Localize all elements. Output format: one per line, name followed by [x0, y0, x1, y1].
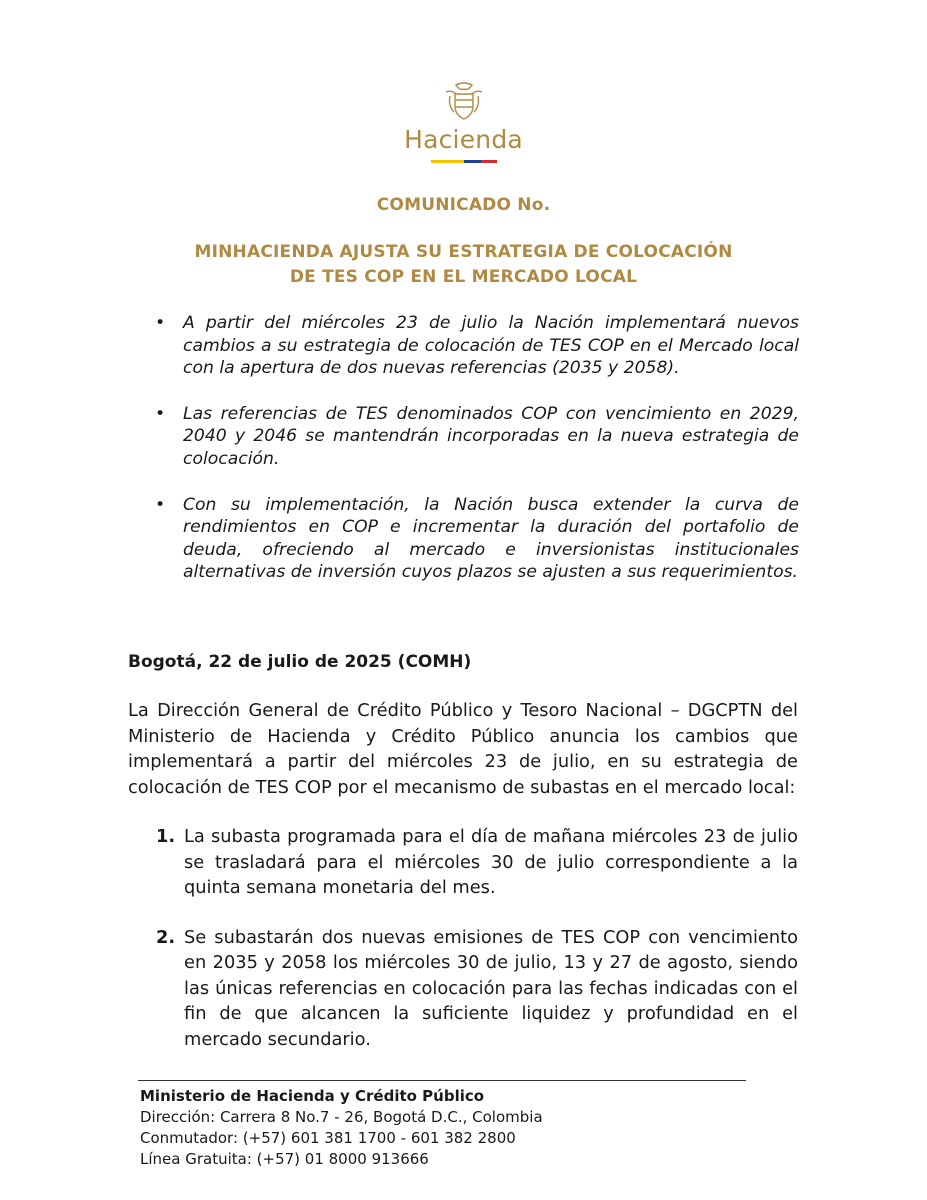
- footer: [140, 1086, 543, 1170]
- headline: [0, 240, 927, 290]
- highlight-item: [155, 312, 799, 380]
- logo-wordmark: Hacienda: [404, 125, 523, 154]
- flag-yellow: [431, 160, 464, 163]
- change-item: [128, 824, 798, 901]
- bullet-icon: •: [155, 403, 166, 424]
- communique-number: COMUNICADO No.: [376, 195, 551, 215]
- footer-address: Dirección: Carrera 8 No.7 - 26, Bogotá D.C., Colombia: [140, 1108, 543, 1126]
- footer-phone: Conmutador: (+57) 601 381 1700 - 601 382 2800: [140, 1129, 516, 1147]
- headline-line-2: DE TES COP EN EL MERCADO LOCAL: [289, 267, 638, 287]
- dateline: Bogotá, 22 de julio de 2025 (COMH): [128, 652, 472, 672]
- item-text: Se subastarán dos nuevas emisiones de TES COP con vencimiento en 2035 y 2058 los miércoles 30 de julio, 13 y 27 de agosto, siendo las únicas referencias en colocación para las fechas indicadas con el fin de que alcancen la suficiente liquidez y profundidad en el mercado secundario.: [184, 926, 798, 1050]
- footer-org: Ministerio de Hacienda y Crédito Público: [140, 1087, 485, 1105]
- change-item: [128, 925, 798, 1053]
- item-number: 1.: [156, 826, 176, 847]
- headline-line-1: MINHACIENDA AJUSTA SU ESTRATEGIA DE COLOCACIÓN: [194, 242, 733, 262]
- intro-paragraph: La Dirección General de Crédito Público y Tesoro Nacional – DGCPTN del Ministerio de Hacienda y Crédito Público anuncia los cambios que implementará a partir del miércoles 23 de julio, en su estrategia de colocación de TES COP por el mecanismo de subastas en el mercado local:: [128, 700, 798, 798]
- highlight-text: Las referencias de TES denominados COP con vencimiento en 2029, 2040 y 2046 se mantendrán incorporadas en la nueva estrategia de colocación.: [183, 403, 799, 469]
- highlight-item: [155, 403, 799, 471]
- highlights-list: [155, 312, 799, 607]
- flag-red: [481, 160, 497, 163]
- flag-stripe: [431, 160, 497, 163]
- highlight-item: [155, 494, 799, 584]
- changes-list: [128, 824, 798, 1076]
- highlight-text: A partir del miércoles 23 de julio la Nación implementará nuevos cambios a su estrategia de colocación de TES COP en el Mercado local con la apertura de dos nuevas referencias (2035 y 2058).: [183, 313, 799, 379]
- bullet-icon: •: [155, 494, 166, 515]
- item-number: 2.: [156, 926, 176, 948]
- footer-hotline: Línea Gratuita: (+57) 01 8000 913666: [140, 1150, 429, 1168]
- footer-divider: [138, 1080, 746, 1081]
- item-text: La subasta programada para el día de mañana miércoles 23 de julio se trasladará para el miércoles 30 de julio correspondiente a la quinta semana monetaria del mes.: [184, 826, 798, 898]
- bullet-icon: •: [155, 313, 166, 333]
- hacienda-logo: [0, 82, 927, 163]
- flag-blue: [464, 160, 481, 163]
- coat-of-arms-icon: [442, 82, 486, 122]
- highlight-text: Con su implementación, la Nación busca extender la curva de rendimientos en COP e incrementar la duración del portafolio de deuda, ofreciendo al mercado e inversionistas institucionales alternativas de inversión cuyos plazos se ajusten a sus requerimientos.: [183, 494, 799, 583]
